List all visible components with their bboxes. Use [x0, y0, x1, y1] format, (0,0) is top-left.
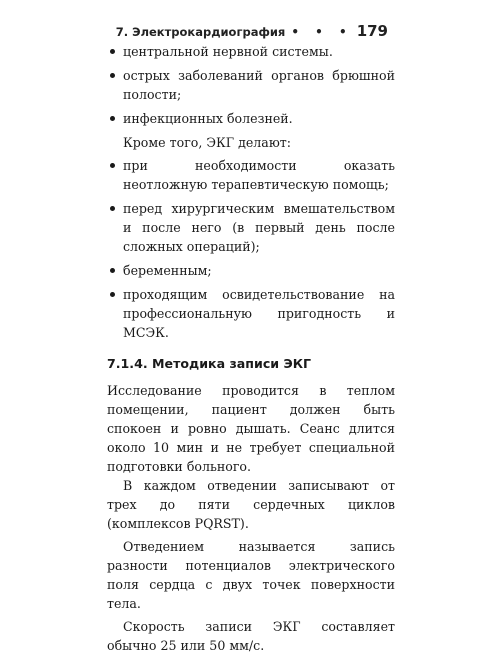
list-item: центральной нервной системы. [107, 42, 395, 61]
page-number: 179 [356, 22, 388, 40]
body-paragraph: Исследование проводится в теплом помещении, пациент должен быть спокоен и ровно дышать. Сеанс длится около 10 мин и не требует специальной подготовки больного. [107, 383, 395, 474]
list-item: острых заболеваний органов брюшной полости; [107, 66, 395, 104]
list-item: инфекционных болезней. [107, 109, 395, 128]
contraindication-list [107, 42, 395, 128]
list-item: беременным; [107, 261, 395, 280]
intro-paragraph: Кроме того, ЭКГ делают: [123, 135, 291, 150]
list-item: проходящим освидетельствование на профессиональную пригодность и МСЭК. [107, 285, 395, 342]
body-paragraph: Скорость записи ЭКГ составляет обычно 25 или 50 мм/с. [107, 619, 395, 653]
chapter-title: 7. Электрокардиография [115, 25, 286, 39]
indication-list [107, 156, 395, 342]
running-header [116, 22, 388, 40]
body-paragraph: В каждом отведении записывают от трех до пяти сердечных циклов (комплексов PQRST). [107, 478, 395, 531]
header-dots: • • • [291, 25, 353, 39]
body-paragraph: Отведением называется запись разности потенциалов электрического поля сердца с двух точек поверхности тела. [107, 539, 395, 611]
section-heading: 7.1.4. Методика записи ЭКГ [107, 356, 312, 371]
list-item: при необходимости оказать неотложную терапевтическую помощь; [107, 156, 395, 194]
list-item: перед хирургическим вмешательством и после него (в первый день после сложных операций); [107, 199, 395, 256]
page-content [107, 42, 395, 659]
